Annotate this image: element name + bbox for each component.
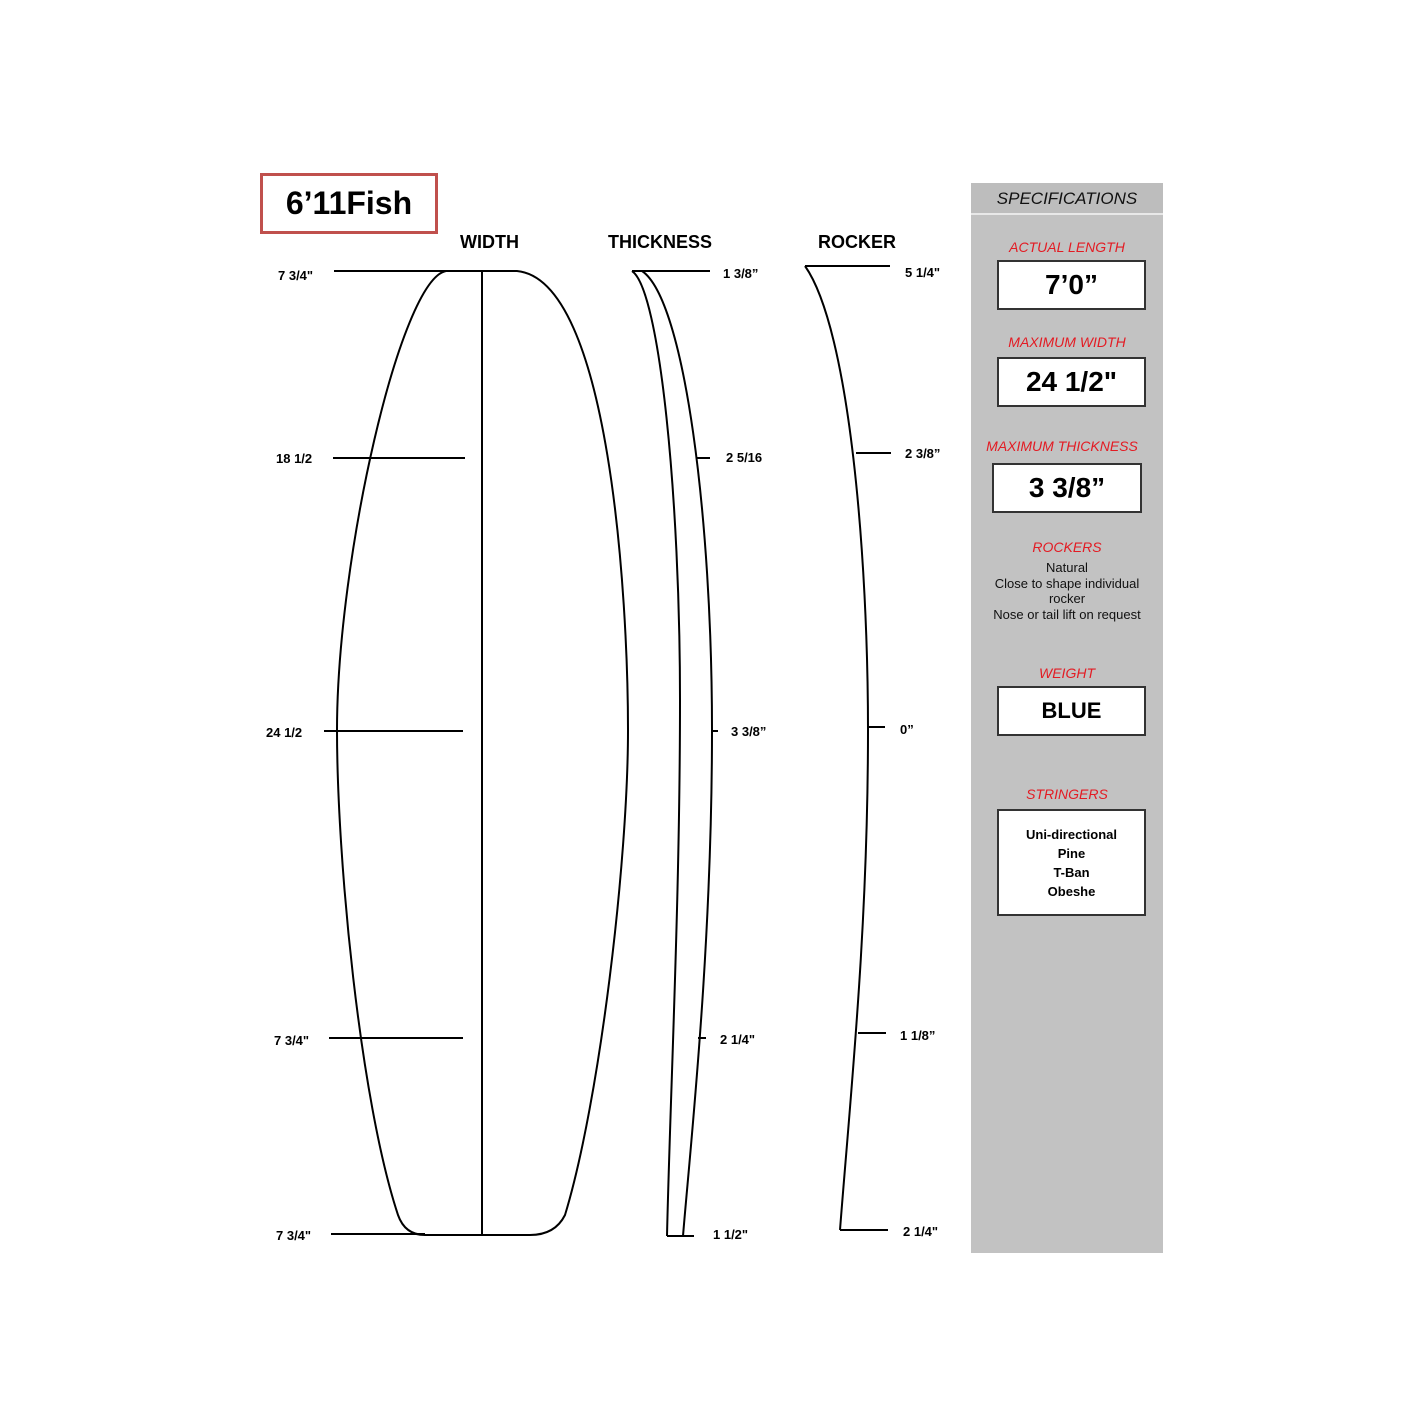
rocker-dim-lower: 1 1/8” [900, 1028, 936, 1043]
stringer-item: Pine [1057, 845, 1086, 861]
weight-value: BLUE [997, 686, 1146, 736]
thickness-dim-nose: 1 3/8” [723, 266, 759, 281]
actual-length-value: 7’0” [997, 260, 1146, 310]
thickness-dim-tail: 1 1/2" [713, 1227, 749, 1242]
stringer-item: Uni-directional [1025, 826, 1117, 842]
thickness-top-curve [632, 271, 680, 1236]
rocker-dim-mid: 0” [900, 722, 914, 737]
weight-label: WEIGHT [1039, 665, 1095, 681]
rockers-line: rocker [1048, 591, 1086, 606]
thickness-dim-upper: 2 5/16 [726, 450, 763, 465]
rockers-description [971, 560, 1163, 622]
width-dim-nose: 7 3/4" [278, 268, 314, 283]
rockers-line: Nose or tail lift on request [993, 606, 1141, 622]
board-title: 6’11Fish [260, 173, 438, 234]
rockers-line: Close to shape individual [994, 575, 1140, 591]
max-thickness-value: 3 3/8” [992, 463, 1142, 513]
rocker-dim-nose: 5 1/4" [905, 265, 941, 280]
rockers-line: Natural [1046, 560, 1088, 575]
rocker-dim-tail: 2 1/4" [903, 1224, 939, 1239]
rocker-heading: ROCKER [818, 232, 897, 252]
stringer-item: Obeshe [1047, 883, 1096, 899]
max-thickness-label: MAXIMUM THICKNESS [986, 438, 1138, 454]
stringers-box [997, 809, 1146, 916]
width-heading: WIDTH [460, 232, 519, 252]
width-dim-lower: 7 3/4" [274, 1033, 310, 1048]
stringer-item: T-Ban [1053, 864, 1090, 880]
max-width-label: MAXIMUM WIDTH [1008, 334, 1126, 350]
width-dim-tail: 7 3/4" [276, 1228, 312, 1243]
stringers-label: STRINGERS [1026, 786, 1108, 802]
width-dim-upper: 18 1/2 [276, 451, 313, 466]
width-dim-mid: 24 1/2 [266, 725, 303, 740]
specifications-heading: SPECIFICATIONS [971, 183, 1163, 215]
max-width-value: 24 1/2" [997, 357, 1146, 407]
thickness-dim-lower: 2 1/4" [720, 1032, 756, 1047]
rocker-curve [805, 266, 868, 1230]
rockers-label: ROCKERS [1032, 539, 1102, 555]
thickness-bottom-curve [642, 271, 712, 1236]
rocker-dim-upper: 2 3/8” [905, 446, 941, 461]
thickness-heading: THICKNESS [608, 232, 713, 252]
thickness-dim-mid: 3 3/8” [731, 724, 767, 739]
actual-length-label: ACTUAL LENGTH [1009, 239, 1125, 255]
